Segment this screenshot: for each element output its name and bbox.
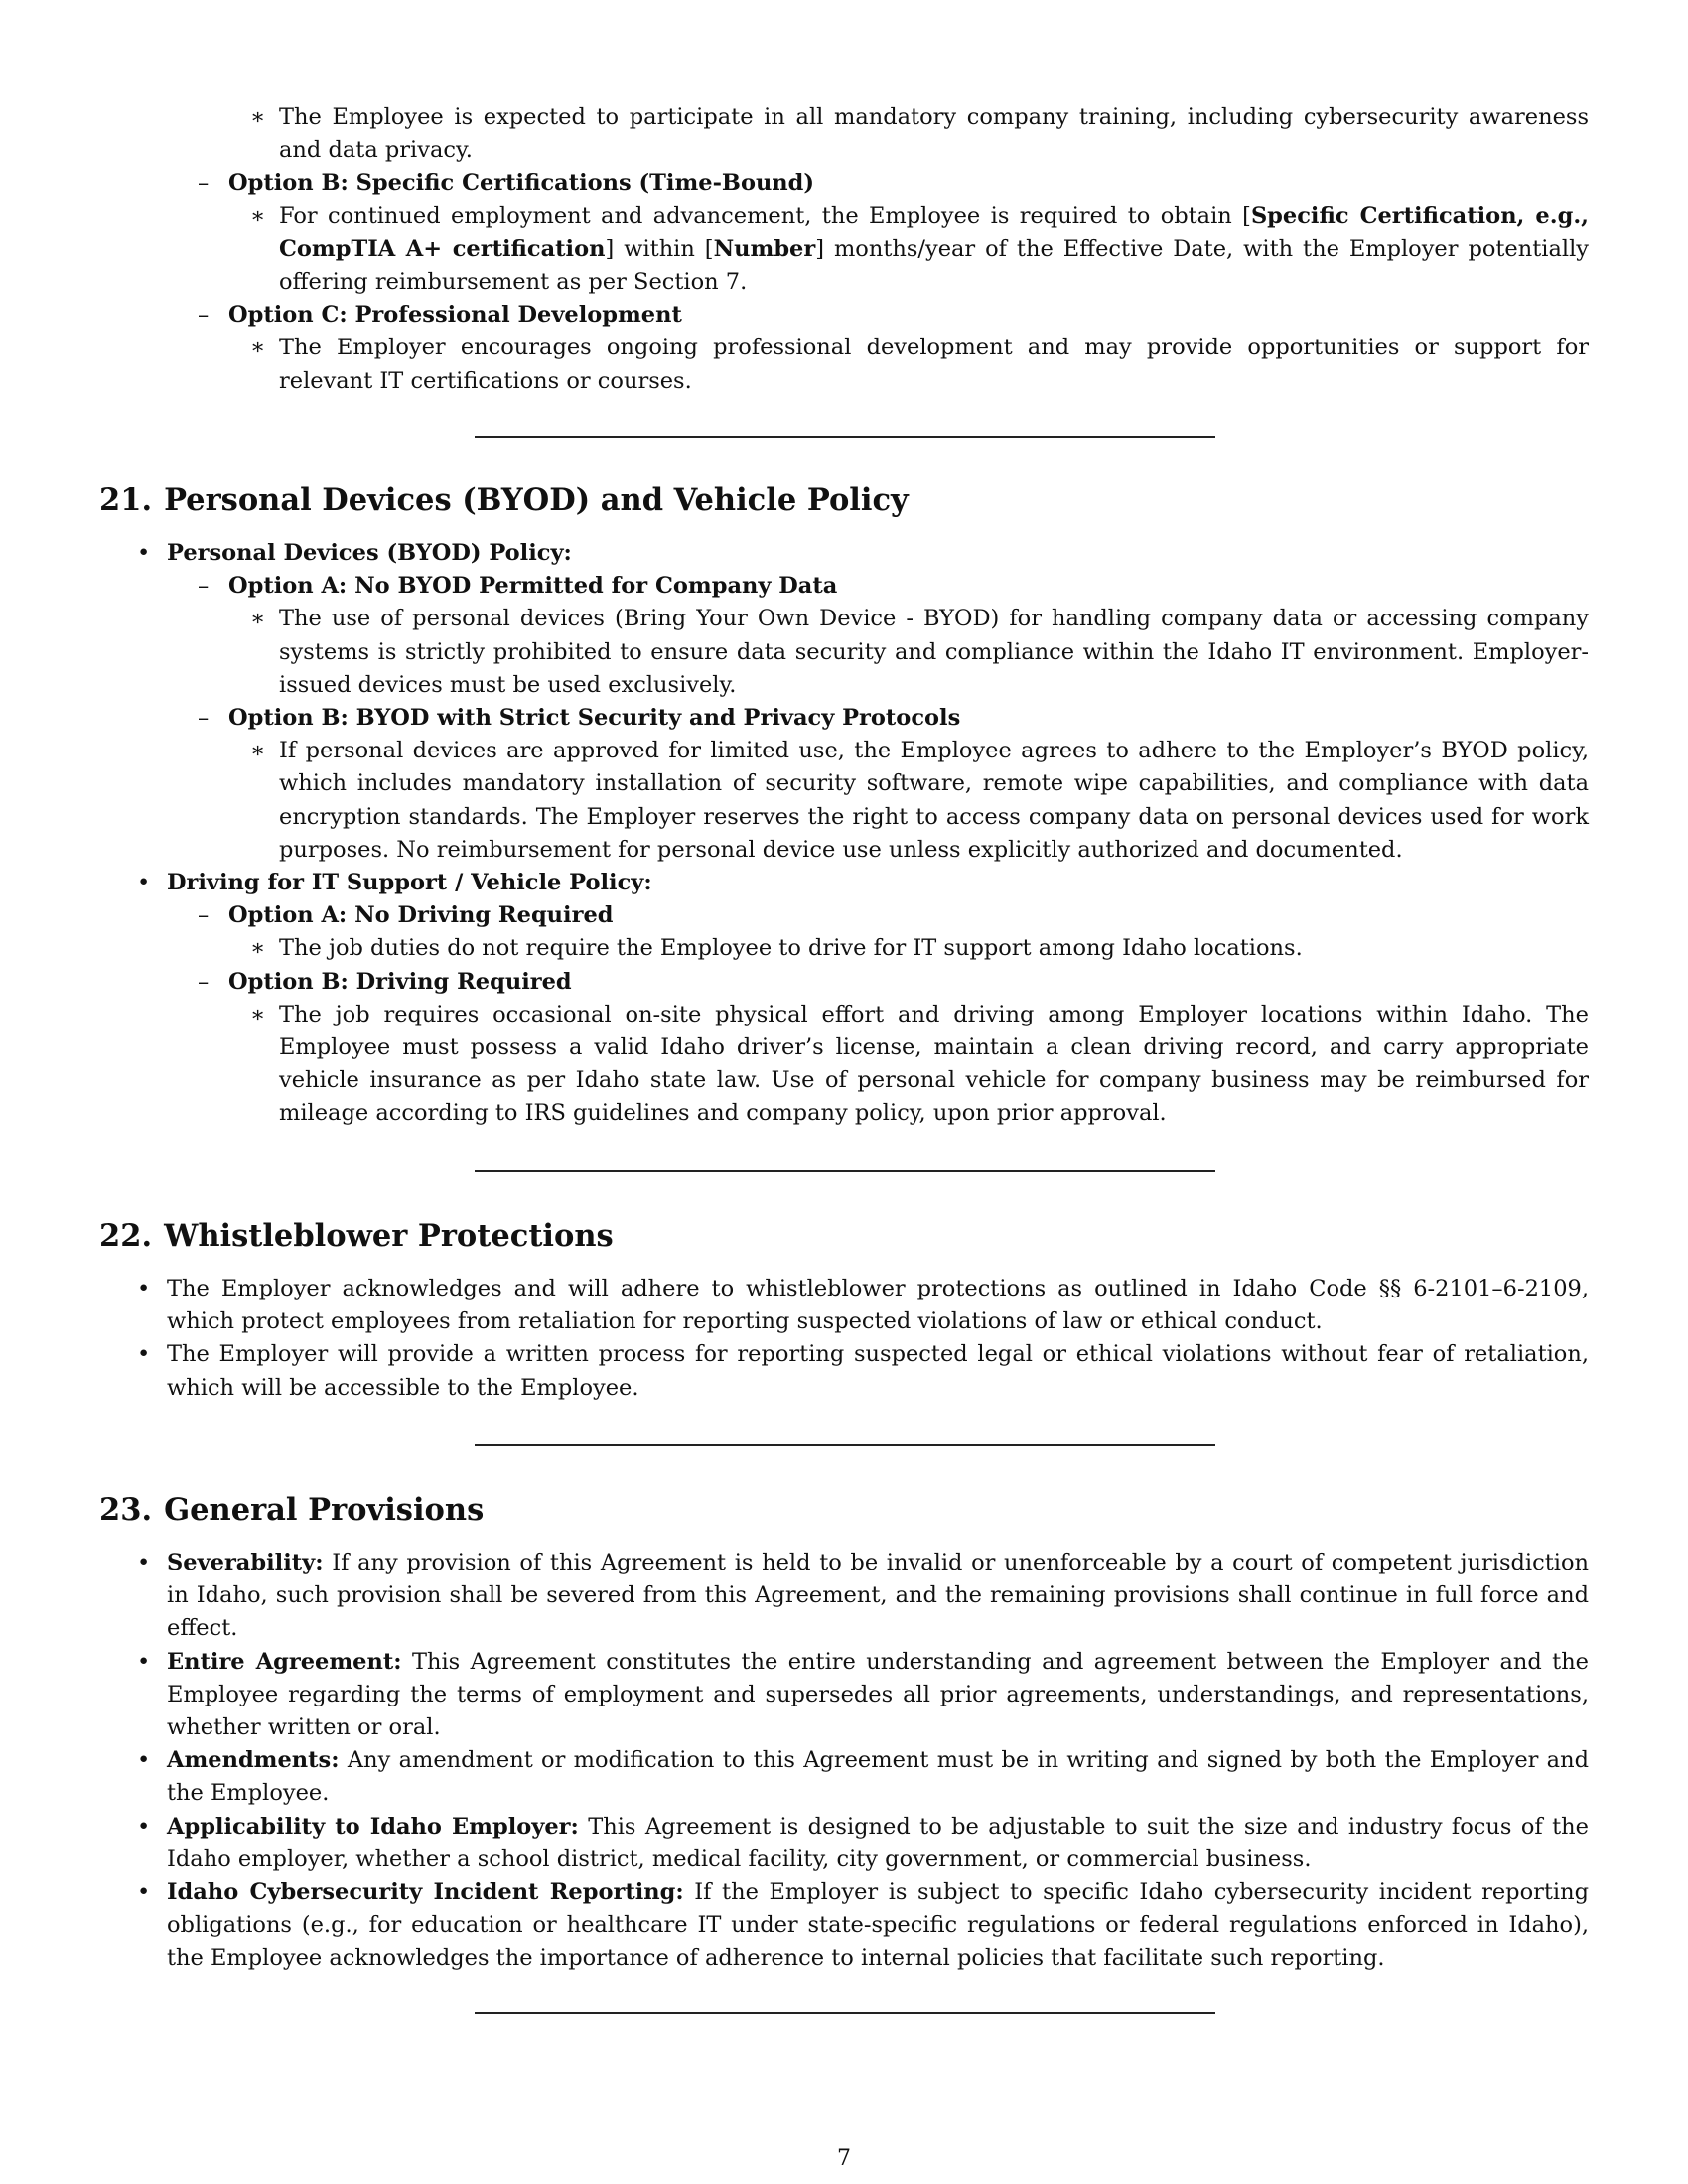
section-divider [475, 436, 1215, 438]
star-marker: ∗ [250, 738, 266, 764]
option-heading [99, 167, 1589, 200]
item-text: The job requires occasional on-site physical effort and driving among Employer locations within Idaho. The Employee must possess a valid Idaho driver’s license, maintain a clean driving record, and carry appropriate vehicle insurance as per Idaho state law. Use of personal vehicle for company business may be reimbursed for mileage according to IRS guidelines and company policy, upon prior approval. [279, 1001, 1589, 1127]
option-title: Option B: Specific Certifications (Time-Bound) [228, 170, 815, 197]
text-run: For continued employment and advancement, the Employee is required to obtain [ [279, 203, 1251, 229]
list-item [99, 101, 1589, 167]
list-item [99, 999, 1589, 1131]
list-item [99, 1876, 1589, 1976]
option-title: Option B: BYOD with Strict Security and Privacy Protocols [228, 705, 961, 732]
policy-title: Personal Devices (BYOD) Policy: [167, 540, 572, 566]
list-item [99, 332, 1589, 397]
bullet-marker: • [137, 1879, 151, 1906]
dash-marker: – [198, 170, 210, 197]
star-marker: ∗ [250, 203, 266, 229]
option-title: Option C: Professional Development [228, 302, 682, 329]
option-title: Option A: No BYOD Permitted for Company Data [228, 573, 838, 600]
list-item [99, 735, 1589, 867]
option-heading [99, 702, 1589, 735]
provision-label: Severability: [167, 1550, 324, 1575]
provision-label: Amendments: [167, 1747, 340, 1774]
provision-text: This Agreement is designed to be adjustable to suit the size and industry focus of the Idaho employer, whether a school district, medical facility, city government, or commercial business. [167, 1813, 1589, 1872]
placeholder-number: Number [713, 235, 816, 262]
section-title: Whistleblower Protections [164, 1218, 614, 1254]
dash-marker: – [198, 573, 210, 600]
provision-label: Idaho Cybersecurity Incident Reporting: [167, 1879, 684, 1906]
bullet-marker: • [137, 1813, 151, 1840]
dash-marker: – [198, 302, 210, 329]
list-item [99, 1646, 1589, 1745]
option-heading [99, 570, 1589, 603]
item-text [167, 1646, 1589, 1745]
option-list [99, 101, 1589, 398]
item-text [167, 1876, 1589, 1976]
policy-list [99, 537, 1589, 1131]
bullet-marker: • [137, 1747, 151, 1774]
list-item [99, 932, 1589, 965]
bullet-marker: • [137, 1341, 151, 1368]
provision-list [99, 1547, 1589, 1976]
policy-heading [99, 537, 1589, 570]
provision-label: Applicability to Idaho Employer: [167, 1813, 579, 1840]
bullet-marker: • [137, 1550, 151, 1575]
item-text: The Employer encourages ongoing professional development and may provide opportunities or support for relevant IT certifications or courses. [279, 335, 1589, 394]
star-marker: ∗ [250, 1001, 266, 1027]
option-heading [99, 899, 1589, 932]
bullet-marker: • [137, 870, 151, 896]
list-item [99, 1273, 1589, 1338]
section-number: 23. [99, 1492, 153, 1528]
text-run: ] months/year of the Effective Date, with the Employer potentially offering reimbursement as per Section 7. [279, 235, 1589, 296]
item-text [279, 201, 1589, 300]
policy-title: Driving for IT Support / Vehicle Policy: [167, 870, 652, 896]
list-item [99, 1744, 1589, 1810]
item-text [167, 1547, 1589, 1646]
item-text: The Employee is expected to participate in all mandatory company training, including cybersecurity awareness and data privacy. [279, 104, 1589, 164]
list-item [99, 201, 1589, 300]
section-21-heading [99, 480, 909, 520]
provision-text: Any amendment or modification to this Agreement must be in writing and signed by both the Employer and the Employee. [167, 1747, 1589, 1807]
star-marker: ∗ [250, 335, 266, 361]
section-divider [475, 2012, 1215, 2014]
bullet-marker: • [137, 540, 151, 566]
section-number: 22. [99, 1218, 153, 1254]
provision-label: Entire Agreement: [167, 1648, 402, 1675]
list-item [99, 603, 1589, 702]
provision-text: If any provision of this Agreement is held to be invalid or unenforceable by a court of competent jurisdiction in Idaho, such provision shall be severed from this Agreement, and the remaining provisions shall continue in full force and effect. [167, 1550, 1589, 1642]
star-marker: ∗ [250, 104, 266, 130]
bullet-marker: • [137, 1648, 151, 1675]
list-item [99, 1811, 1589, 1876]
option-heading [99, 966, 1589, 999]
section-divider [475, 1444, 1215, 1446]
bullet-marker: • [137, 1276, 151, 1301]
item-text: The job duties do not require the Employee to drive for IT support among Idaho locations. [279, 935, 1303, 962]
placeholder-certification: Specific Certification, e.g., CompTIA A+ certification [279, 203, 1589, 262]
option-title: Option A: No Driving Required [228, 902, 614, 929]
bullet-list [99, 1273, 1589, 1405]
section-number: 21. [99, 482, 153, 518]
item-text: The Employer will provide a written process for reporting suspected legal or ethical violations without fear of retaliation, which will be accessible to the Employee. [167, 1341, 1589, 1401]
item-text: If personal devices are approved for limited use, the Employee agrees to adhere to the Employer’s BYOD policy, which includes mandatory installation of security software, remote wipe capabilities, and compliance with data encryption standards. The Employer reserves the right to access company data on personal devices used for work purposes. No reimbursement for personal device use unless explicitly authorized and documented. [279, 738, 1589, 863]
section-21-body [99, 537, 1589, 1131]
list-item [99, 1338, 1589, 1404]
section-23-body [99, 1547, 1589, 1976]
section-23-heading [99, 1490, 484, 1530]
text-run: ] within [ [605, 235, 714, 262]
section-title: Personal Devices (BYOD) and Vehicle Policy [164, 482, 909, 518]
item-text [167, 1811, 1589, 1876]
provision-text: If the Employer is subject to specific Idaho cybersecurity incident reporting obligations (e.g., for education or healthcare IT under state-specific regulations or federal regulations enforced in Idaho), the Employee acknowledges the importance of adherence to internal policies that facilitate such reporting. [167, 1879, 1590, 1972]
dash-marker: – [198, 705, 210, 732]
dash-marker: – [198, 968, 210, 995]
page-number: 7 [837, 2146, 851, 2171]
policy-heading [99, 867, 1589, 899]
section-title: General Provisions [164, 1492, 485, 1528]
item-text: The use of personal devices (Bring Your Own Device - BYOD) for handling company data or accessing company systems is strictly prohibited to ensure data security and compliance within the Idaho IT environment. Employer-issued devices must be used exclusively. [279, 606, 1589, 698]
option-title: Option B: Driving Required [228, 968, 572, 995]
star-marker: ∗ [250, 935, 266, 962]
section-22-heading [99, 1216, 614, 1256]
option-heading [99, 299, 1589, 332]
item-text [167, 1744, 1589, 1810]
section-22-body [99, 1273, 1589, 1405]
section-divider [475, 1170, 1215, 1172]
dash-marker: – [198, 902, 210, 929]
list-item [99, 1547, 1589, 1646]
star-marker: ∗ [250, 606, 266, 632]
section-20-continuation [99, 101, 1589, 398]
item-text: The Employer acknowledges and will adhere to whistleblower protections as outlined in Idaho Code §§ 6-2101–6-2109, which protect employees from retaliation for reporting suspected violations of law or ethical conduct. [167, 1276, 1589, 1335]
provision-text: This Agreement constitutes the entire understanding and agreement between the Employer and the Employee regarding the terms of employment and supersedes all prior agreements, understandings, and representations, whether written or oral. [167, 1648, 1589, 1741]
